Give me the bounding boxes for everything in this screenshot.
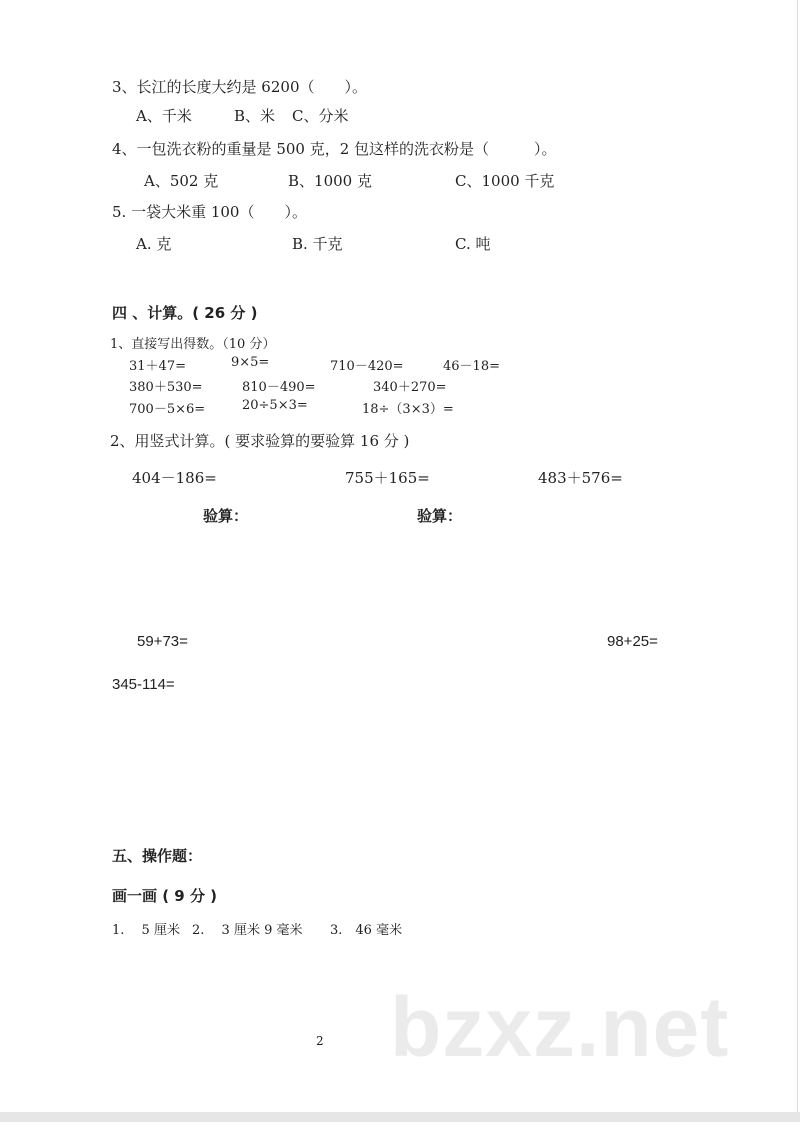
draw-item: 3. 46 毫米 bbox=[330, 923, 403, 938]
q4-option-b: B、1000 克 bbox=[288, 172, 372, 190]
section-4-title: 四 、计算。( 26 分 ) bbox=[112, 304, 258, 322]
vertical-calc: 483＋576= bbox=[538, 469, 623, 487]
q5-option-b: B. 千克 bbox=[292, 235, 343, 253]
page-number: 2 bbox=[316, 1034, 324, 1048]
part2-title: 2、用竖式计算。( 要求验算的要验算 16 分 ) bbox=[110, 432, 410, 450]
section-5-subtitle: 画一画 ( 9 分 ) bbox=[112, 887, 218, 905]
mental-calc: 18÷（3×3）= bbox=[362, 402, 454, 417]
mental-calc: 46－18= bbox=[443, 359, 500, 374]
vertical-calc: 59+73= bbox=[137, 633, 188, 650]
check-label: 验算： bbox=[417, 507, 463, 525]
q5-option-c: C. 吨 bbox=[455, 235, 491, 253]
draw-item: 1. 5 厘米 bbox=[112, 923, 180, 938]
question-4: 4、一包洗衣粉的重量是 500 克，2 包这样的洗衣粉是（ ）。 bbox=[112, 140, 557, 158]
watermark: bzxz.net bbox=[390, 980, 730, 1074]
vertical-calc: 404－186= bbox=[132, 469, 217, 487]
check-label: 验算： bbox=[203, 507, 249, 525]
mental-calc: 810－490= bbox=[242, 380, 316, 395]
question-3: 3、长江的长度大约是 6200（ ）。 bbox=[112, 78, 367, 96]
q3-option-b: B、米 bbox=[234, 107, 276, 125]
draw-item: 2. 3 厘米 9 毫米 bbox=[192, 923, 303, 938]
vertical-calc: 755＋165= bbox=[345, 469, 430, 487]
q3-option-a: A、千米 bbox=[136, 107, 192, 125]
mental-calc: 20÷5×3= bbox=[242, 398, 308, 413]
part1-title: 1、直接写出得数。（10 分） bbox=[110, 337, 276, 352]
vertical-calc: 345-114= bbox=[112, 676, 175, 693]
q3-option-c: C、分米 bbox=[292, 107, 349, 125]
mental-calc: 710－420= bbox=[330, 359, 404, 374]
q4-option-a: A、502 克 bbox=[144, 172, 219, 190]
mental-calc: 340＋270= bbox=[373, 380, 447, 395]
mental-calc: 700－5×6= bbox=[129, 402, 206, 417]
mental-calc: 9×5= bbox=[231, 355, 270, 370]
mental-calc: 31＋47= bbox=[129, 359, 186, 374]
q4-option-c: C、1000 千克 bbox=[455, 172, 555, 190]
section-5-title: 五、操作题： bbox=[112, 847, 203, 865]
mental-calc: 380＋530= bbox=[129, 380, 203, 395]
question-5: 5. 一袋大米重 100（ ）。 bbox=[112, 203, 307, 221]
page-separator bbox=[0, 1112, 800, 1122]
q5-option-a: A. 克 bbox=[136, 235, 172, 253]
vertical-calc: 98+25= bbox=[607, 633, 658, 650]
